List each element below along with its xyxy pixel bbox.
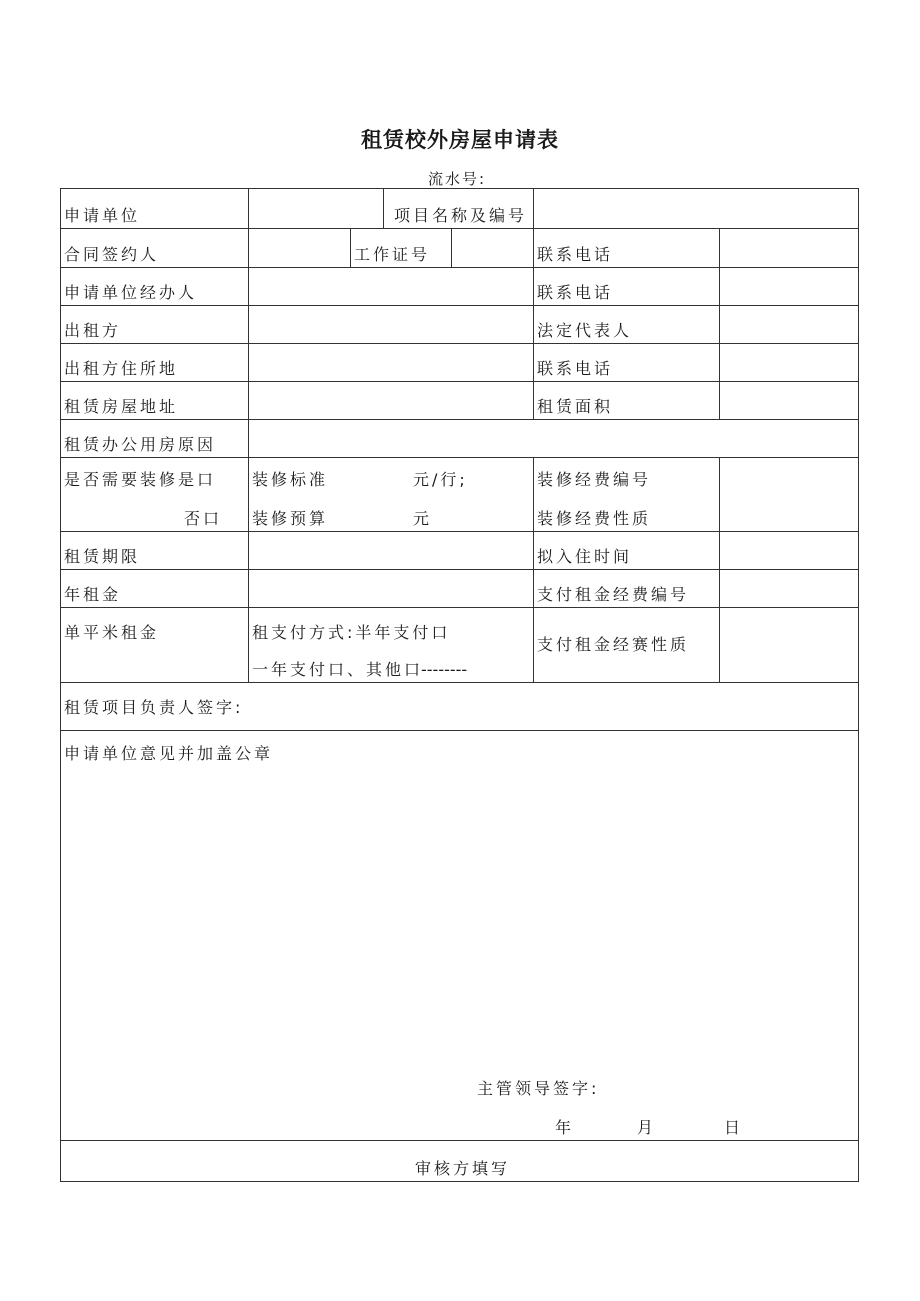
label-yuan-per-unit: 元/行;: [413, 470, 468, 489]
label-year: 年: [555, 1118, 575, 1137]
label-day: 日: [724, 1118, 744, 1137]
label-contract-signer: 合同签约人: [64, 245, 160, 264]
label-supervisor-sign: 主管领导签字:: [477, 1079, 600, 1098]
label-applicant-unit: 申请单位: [64, 206, 141, 225]
label-house-address: 租赁房屋地址: [64, 397, 179, 416]
label-project-name-no: 项目名称及编号: [394, 206, 528, 225]
label-phone-1: 联系电话: [537, 245, 614, 264]
label-decor-fund-no: 装修经费编号: [537, 470, 652, 489]
label-move-in-time: 拟入住时间: [537, 547, 633, 566]
label-unit-handler: 申请单位经办人: [64, 283, 198, 302]
label-pay-method-blank: --------: [421, 660, 468, 679]
label-phone-3: 联系电话: [537, 359, 614, 378]
label-unit-opinion: 申请单位意见并加盖公章: [64, 744, 274, 763]
label-area: 租赁面积: [537, 397, 614, 416]
label-lease-term: 租赁期限: [64, 547, 141, 566]
label-decor-standard: 装修标准: [252, 470, 329, 489]
label-month: 月: [637, 1118, 657, 1137]
label-phone-2: 联系电话: [537, 283, 614, 302]
label-decor-fund-nature: 装修经费性质: [537, 509, 652, 528]
label-need-decor-no: 否口: [184, 509, 223, 528]
label-work-id: 工作证号: [354, 245, 431, 264]
label-pay-method-2: 一年支付口、其他口: [252, 660, 424, 679]
form-title: 租赁校外房屋申请表: [361, 128, 559, 152]
serial-number-label: 流水号:: [428, 170, 487, 188]
label-annual-rent: 年租金: [64, 585, 122, 604]
label-pay-method-1: 租支付方式:半年支付口: [252, 623, 451, 642]
label-yuan: 元: [413, 509, 433, 528]
label-legal-rep: 法定代表人: [537, 321, 633, 340]
label-decor-budget: 装修预算: [252, 509, 329, 528]
label-rent-fund-nature: 支付租金经赛性质: [537, 635, 690, 654]
label-rent-fund-no: 支付租金经费编号: [537, 585, 690, 604]
label-reviewer-fill: 审核方填写: [415, 1159, 511, 1178]
label-lessor-address: 出租方住所地: [64, 359, 179, 378]
label-need-decor-yes: 是否需要装修是口: [64, 470, 217, 489]
label-project-leader-sign: 租赁项目负责人签字:: [64, 698, 244, 717]
label-sqm-rent: 单平米租金: [64, 623, 160, 642]
label-reason: 租赁办公用房原因: [64, 435, 217, 454]
label-lessor: 出租方: [64, 321, 122, 340]
